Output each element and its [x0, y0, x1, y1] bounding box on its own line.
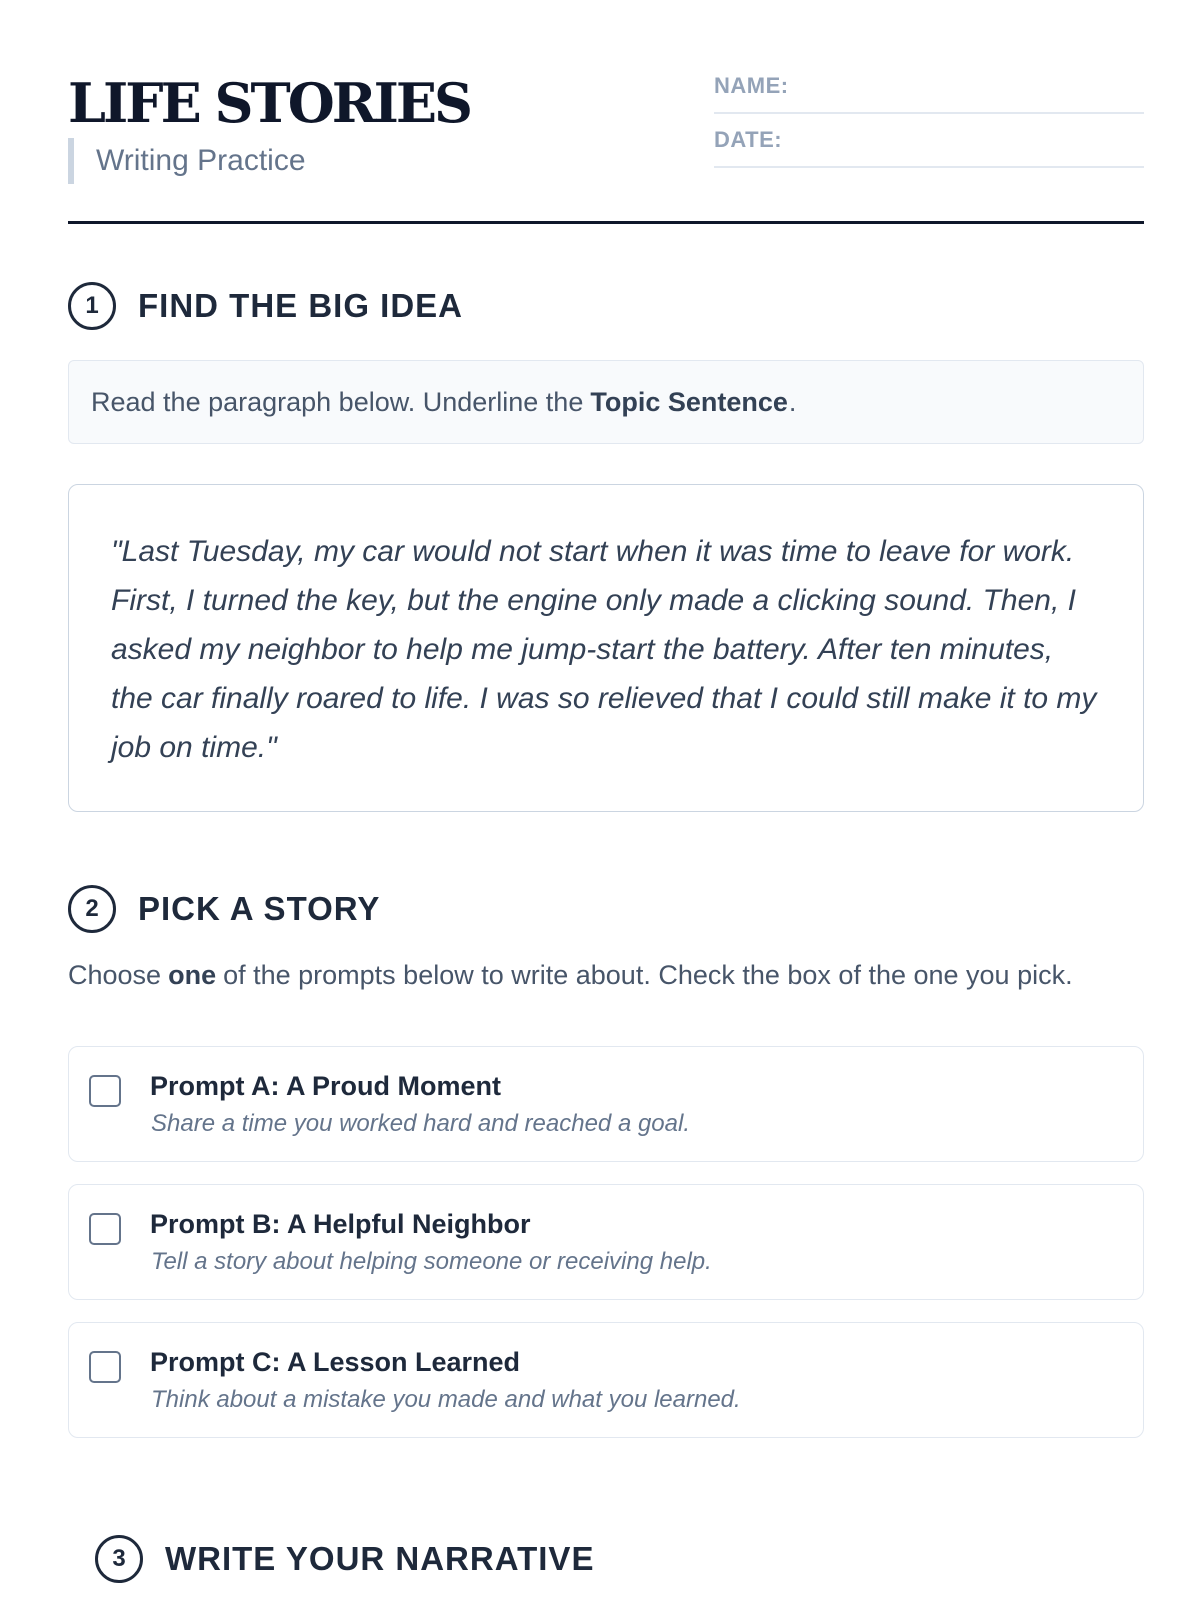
section-2-heading [68, 885, 380, 933]
section-2-number: 2 [68, 885, 116, 933]
choose-emphasis: one [168, 960, 217, 990]
instruction-end: . [788, 386, 797, 417]
prompt-card-b[interactable] [68, 1184, 1144, 1300]
instruction-text: Read the paragraph below. Underline the [91, 386, 584, 417]
prompt-a-description: Share a time you worked hard and reached a goal. [151, 1110, 691, 1137]
prompt-a-checkbox[interactable] [89, 1075, 121, 1107]
choose-text: Choose [68, 960, 162, 990]
student-info [714, 60, 1144, 168]
section-1-number: 1 [68, 282, 116, 330]
header-divider [68, 221, 1144, 224]
choose-end: of the prompts below to write about. Check the box of the one you pick. [223, 960, 1073, 990]
prompt-card-c[interactable] [68, 1322, 1144, 1438]
prompt-c-description: Think about a mistake you made and what you learned. [151, 1386, 741, 1413]
prompt-b-checkbox[interactable] [89, 1213, 121, 1245]
date-field[interactable] [714, 114, 1144, 168]
prompt-b-description: Tell a story about helping someone or receiving help. [151, 1248, 712, 1275]
section-3-heading [95, 1535, 594, 1583]
reading-passage[interactable]: "Last Tuesday, my car would not start when it was time to leave for work. First, I turned the key, but the engine only made a clicking sound. Then, I asked my neighbor to help me jump-start the battery. After ten minutes, the car finally roared to life. I was so relieved that I could still make it to my job on time." [68, 484, 1144, 812]
section-1-instruction [68, 360, 1144, 444]
brand [68, 70, 470, 184]
section-3-number: 3 [95, 1535, 143, 1583]
prompt-c-title: Prompt C: A Lesson Learned [150, 1347, 521, 1377]
section-1-title: FIND THE BIG IDEA [138, 287, 464, 324]
prompt-card-a[interactable] [68, 1046, 1144, 1162]
page-title: LIFE STORIES [68, 71, 471, 135]
prompt-b-title: Prompt B: A Helpful Neighbor [150, 1209, 531, 1239]
instruction-emphasis: Topic Sentence [590, 386, 788, 417]
section-2-instruction [68, 960, 1073, 991]
date-label: DATE: [714, 127, 783, 152]
prompt-c-checkbox[interactable] [89, 1351, 121, 1383]
name-label: NAME: [714, 73, 789, 98]
prompt-a-title: Prompt A: A Proud Moment [150, 1071, 501, 1101]
name-field[interactable] [714, 60, 1144, 114]
section-3-title: WRITE YOUR NARRATIVE [165, 1540, 595, 1577]
section-2-title: PICK A STORY [138, 890, 381, 927]
page-subtitle: Writing Practice [68, 138, 470, 184]
section-1-heading [68, 282, 463, 330]
